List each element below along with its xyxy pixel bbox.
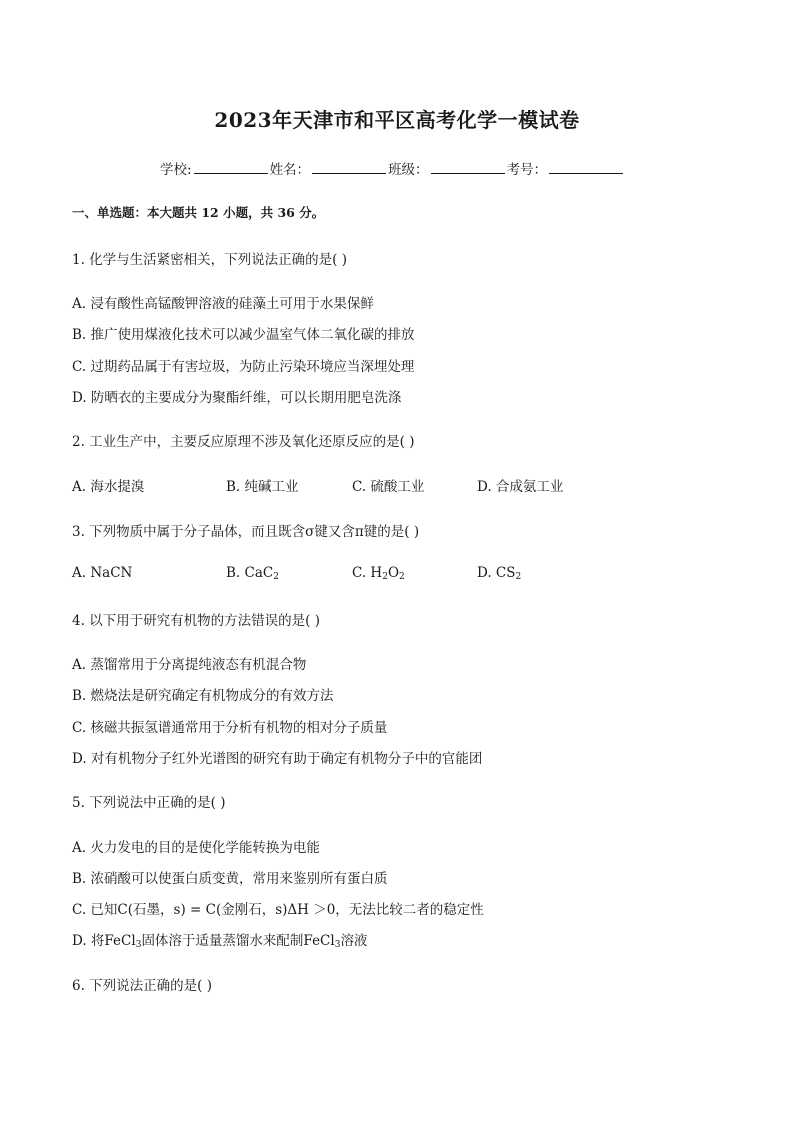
number-label: 考号： <box>506 162 548 178</box>
question-1-option-d: D. 防晒衣的主要成分为聚酯纤维，可以长期用肥皂洗涤 <box>72 390 402 406</box>
class-label: 班级： <box>388 162 429 178</box>
question-4-option-d: D. 对有机物分子红外光谱图的研究有助于确定有机物分子中的官能团 <box>72 751 483 767</box>
question-1-option-a: A. 浸有酸性高锰酸钾溶液的硅藻土可用于水果保鲜 <box>72 296 374 312</box>
question-4-option-a: A. 蒸馏常用于分离提纯液态有机混合物 <box>72 657 307 673</box>
question-2-option-b: B. 纯碱工业 <box>226 479 299 495</box>
question-4-stem: 4. 以下用于研究有机物的方法错误的是( ) <box>72 613 320 629</box>
question-5-option-b: B. 浓硝酸可以使蛋白质变黄，常用来鉴别所有蛋白质 <box>72 871 388 887</box>
question-4-option-c: C. 核磁共振氢谱通常用于分析有机物的相对分子质量 <box>72 720 388 736</box>
question-1-option-c: C. 过期药品属于有害垃圾，为防止污染环境应当深埋处理 <box>72 359 415 375</box>
section-heading: 一、单选题：本大题共 12 小题，共 36 分。 <box>72 205 325 220</box>
school-label: 学校: <box>160 162 192 178</box>
name-blank[interactable] <box>312 161 386 174</box>
question-2-option-d: D. 合成氨工业 <box>477 479 564 495</box>
question-4-option-b: B. 燃烧法是研究确定有机物成分的有效方法 <box>72 688 334 704</box>
exam-title: 2023年天津市和平区高考化学一模试卷 <box>214 108 580 132</box>
question-2-option-a: A. 海水提溴 <box>72 479 145 495</box>
question-2-stem: 2. 工业生产中，主要反应原理不涉及氧化还原反应的是( ) <box>72 434 415 450</box>
question-1-option-b: B. 推广使用煤液化技术可以减少温室气体二氧化碳的排放 <box>72 327 415 343</box>
name-label: 姓名： <box>269 162 311 178</box>
question-5-option-c: C. 已知C(石墨，s) = C(金刚石，s)ΔH ＞0，无法比较二者的稳定性 <box>72 902 484 918</box>
school-blank[interactable] <box>194 161 268 174</box>
question-5-option-a: A. 火力发电的目的是使化学能转换为电能 <box>72 840 320 856</box>
question-3-option-c: C. $H_2O_2$ <box>352 565 405 582</box>
question-1-stem: 1. 化学与生活紧密相关，下列说法正确的是( ) <box>72 252 347 268</box>
question-6-stem: 6. 下列说法正确的是( ) <box>72 978 212 994</box>
class-blank[interactable] <box>431 161 505 174</box>
student-info-line <box>160 158 625 178</box>
question-3-option-b: B. CaC$_2$ <box>226 565 279 582</box>
question-5-option-d: D. 将FeCl$_3$固体溶于适量蒸馏水来配制FeCl$_3$溶液 <box>72 933 368 950</box>
question-2-option-c: C. 硫酸工业 <box>352 479 425 495</box>
number-blank[interactable] <box>549 161 623 174</box>
question-3-option-a: A. NaCN <box>72 565 133 581</box>
question-3-option-d: D. $CS_2$ <box>477 565 522 582</box>
question-5-stem: 5. 下列说法中正确的是( ) <box>72 795 226 811</box>
question-3-stem: 3. 下列物质中属于分子晶体，而且既含σ键又含π键的是( ) <box>72 524 420 540</box>
